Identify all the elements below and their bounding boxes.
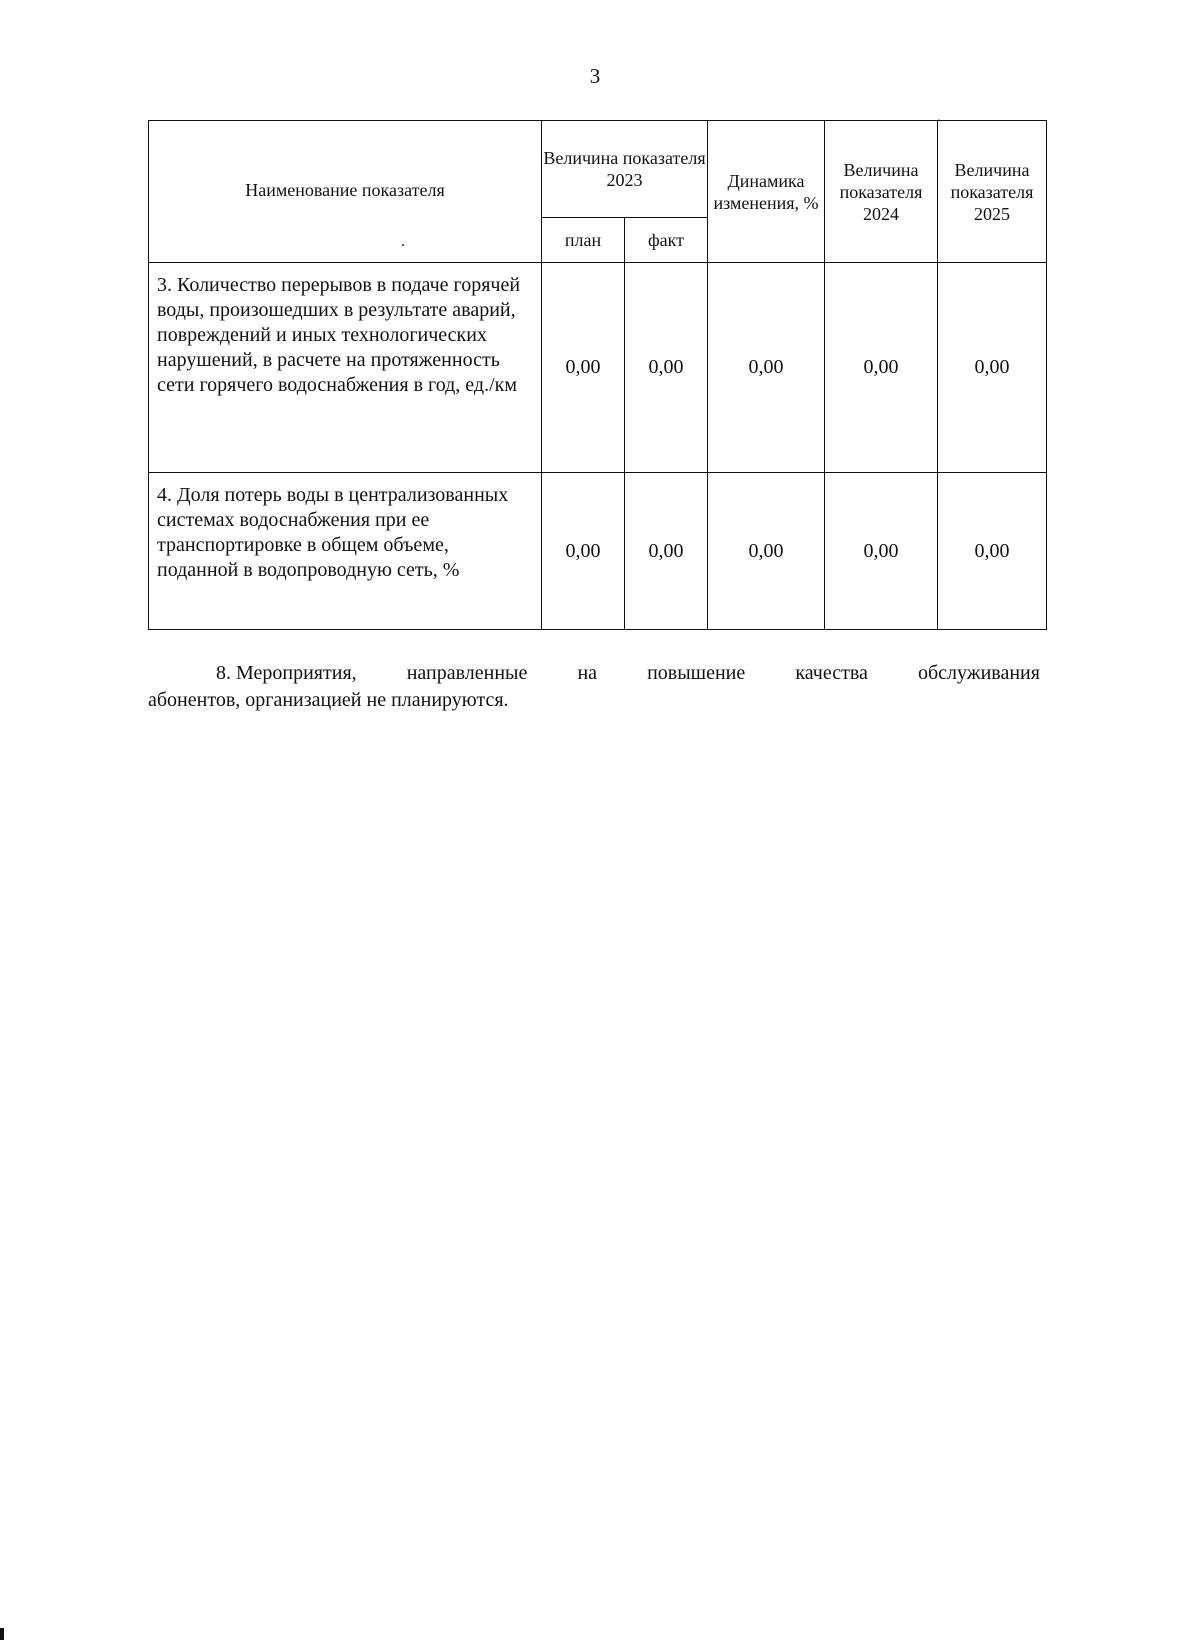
header-value-2023: Величина показателя 2023 bbox=[542, 121, 708, 218]
header-value-2024: Величина показателя 2024 bbox=[825, 121, 938, 263]
row-dynamics-value: 0,00 bbox=[708, 263, 825, 473]
row-2025-value: 0,00 bbox=[938, 473, 1047, 630]
paragraph-word: 8. Мероприятия, bbox=[216, 662, 357, 684]
paragraph-word: обслуживания bbox=[917, 662, 1040, 684]
header-dynamics: Динамика изменения, % bbox=[708, 121, 825, 263]
paragraph-word: на bbox=[577, 662, 598, 684]
paragraph-word: повышение bbox=[647, 662, 746, 684]
row-fact-value: 0,00 bbox=[625, 473, 708, 630]
table-header-row bbox=[149, 121, 1047, 218]
paragraph-line-1 bbox=[148, 660, 1040, 687]
row-indicator-name: 4. Доля потерь воды в централизованных системах водоснабжения при ее транспортировке в общем объеме, поданной в водопроводную сеть, % bbox=[149, 473, 542, 630]
row-plan-value: 0,00 bbox=[542, 263, 625, 473]
row-2025-value: 0,00 bbox=[938, 263, 1047, 473]
row-fact-value: 0,00 bbox=[625, 263, 708, 473]
page-number: 3 bbox=[589, 64, 601, 88]
indicators-table bbox=[148, 120, 1047, 630]
row-dynamics-value: 0,00 bbox=[708, 473, 825, 630]
header-mark: . bbox=[401, 233, 405, 250]
row-plan-value: 0,00 bbox=[542, 473, 625, 630]
paragraph-word: качества bbox=[795, 662, 868, 684]
scan-artifact: ' bbox=[938, 118, 940, 129]
row-indicator-name: 3. Количество перерывов в подаче горячей воды, произошедших в результате аварий, повреждений и иных технологических нарушений, в расчете на протяженность сети горячего водоснабжения в год, ед./км bbox=[149, 263, 542, 473]
header-plan: план bbox=[542, 218, 625, 263]
table-row bbox=[149, 263, 1047, 473]
row-2024-value: 0,00 bbox=[825, 473, 938, 630]
paragraph-line-2: абонентов, организацией не планируются. bbox=[148, 689, 509, 711]
header-indicator-name: Наименование показателя . bbox=[149, 121, 542, 263]
measures-paragraph bbox=[148, 660, 1040, 714]
header-fact: факт bbox=[625, 218, 708, 263]
table-row bbox=[149, 473, 1047, 630]
row-2024-value: 0,00 bbox=[825, 263, 938, 473]
paragraph-word: направленные bbox=[406, 662, 528, 684]
header-value-2025: Величина показателя 2025 bbox=[938, 121, 1047, 263]
scan-edge-mark bbox=[0, 1628, 4, 1640]
